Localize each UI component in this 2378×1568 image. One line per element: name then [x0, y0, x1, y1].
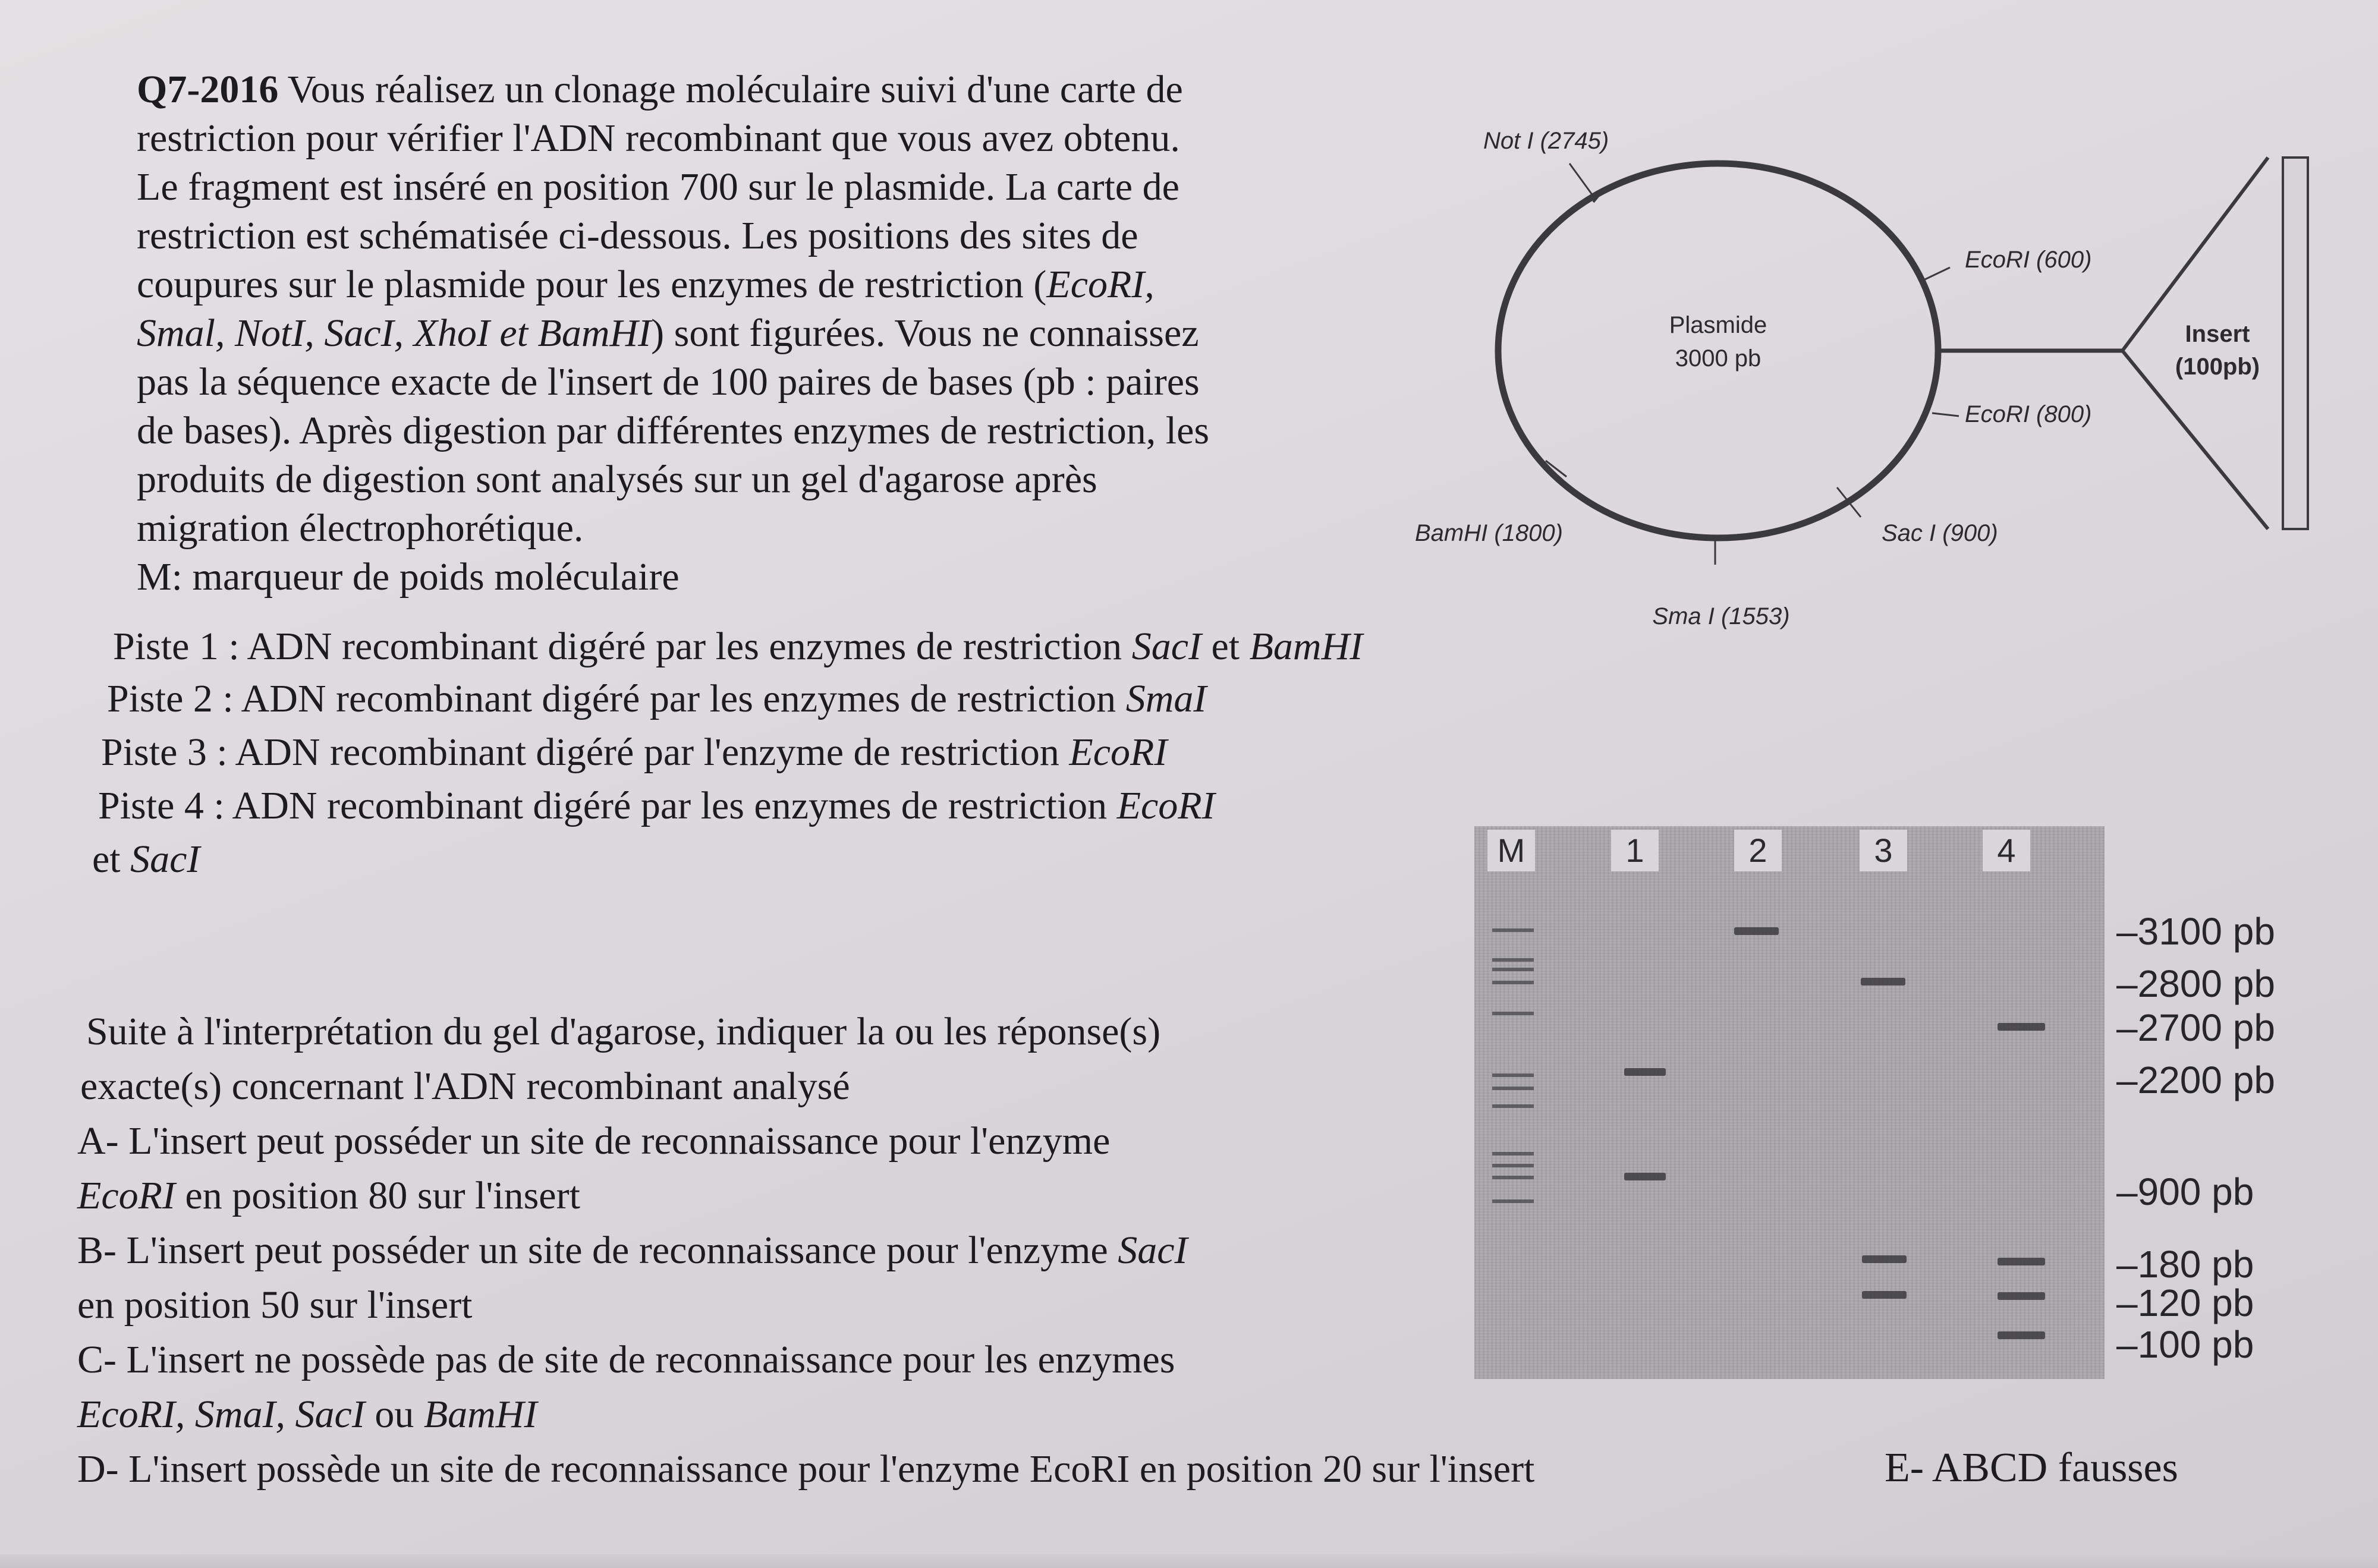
- question-line-2: exacte(s) concernant l'ADN recombinant analysé: [80, 1065, 850, 1108]
- plasmid-name: Plasmide: [1669, 312, 1767, 338]
- lane-4-band: [1998, 1292, 2045, 1300]
- marker-band: [1492, 981, 1534, 984]
- lane-3-band: [1861, 978, 1905, 985]
- piste-4-continued: et SacI: [92, 837, 200, 881]
- size-label-900: –900 pb: [2116, 1170, 2254, 1213]
- bamhi-label: BamHI (1800): [1415, 520, 1563, 546]
- lane-label-m: M: [1487, 830, 1535, 871]
- size-label-120: –120 pb: [2116, 1282, 2254, 1324]
- option-a: A- L'insert peut posséder un site de reconnaissance pour l'enzyme: [77, 1119, 1111, 1163]
- ecori800-label: EcoRI (800): [1965, 401, 2092, 427]
- smai-label: Sma I (1553): [1652, 603, 1790, 629]
- size-label-2200: –2200 pb: [2116, 1059, 2275, 1101]
- option-e: E- ABCD fausses: [1885, 1445, 2178, 1491]
- intro-paragraph: [137, 65, 1373, 602]
- marker-band: [1492, 968, 1534, 971]
- lane-2-band: [1734, 927, 1779, 935]
- intro-line-3: Le fragment est inséré en position 700 sur le plasmide. La carte de: [137, 165, 1179, 209]
- lane-3-band: [1862, 1291, 1907, 1299]
- option-c: C- L'insert ne possède pas de site de reconnaissance pour les enzymes: [77, 1338, 1175, 1381]
- insert-size-label: (100pb): [2175, 354, 2260, 380]
- marker-band: [1492, 1199, 1534, 1203]
- ecori800-tick: [1932, 413, 1959, 416]
- ecori600-tick: [1925, 267, 1950, 279]
- intro-line-1: Q7-2016 Vous réalisez un clonage moléculaire suivi d'une carte de: [137, 68, 1183, 111]
- size-label-2700: –2700 pb: [2116, 1006, 2275, 1049]
- size-label-3100: –3100 pb: [2116, 910, 2275, 953]
- saci-label: Sac I (900): [1882, 520, 1998, 546]
- size-label-100: –100 pb: [2116, 1323, 2254, 1366]
- intro-line-5: coupures sur le plasmide pour les enzymes de restriction (EcoRI,: [137, 263, 1155, 306]
- intro-line-2: restriction pour vérifier l'ADN recombinant que vous avez obtenu.: [137, 117, 1180, 160]
- size-label-2800: –2800 pb: [2116, 962, 2275, 1005]
- noti-leader: [1569, 163, 1593, 196]
- intro-line-8: de bases). Après digestion par différentes enzymes de restriction, les: [137, 409, 1210, 452]
- page-bottom-edge: [0, 1554, 2378, 1568]
- question-line-1: Suite à l'interprétation du gel d'agarose, indiquer la ou les réponse(s): [86, 1010, 1161, 1053]
- agarose-gel: [1474, 826, 2336, 1391]
- lane-1-band: [1624, 1173, 1666, 1180]
- insert-label: Insert: [2185, 321, 2250, 347]
- lane-1-band: [1624, 1068, 1666, 1076]
- marker-band: [1492, 1073, 1534, 1077]
- marker-band: [1492, 1104, 1534, 1108]
- intro-line-9: produits de digestion sont analysés sur un gel d'agarose après: [137, 458, 1097, 501]
- marker-band: [1492, 928, 1534, 932]
- piste-3: Piste 3 : ADN recombinant digéré par l'enzyme de restriction EcoRI: [101, 731, 1168, 774]
- ecori600-label: EcoRI (600): [1965, 247, 2092, 273]
- noti-label: Not I (2745): [1483, 128, 1609, 154]
- lane-label-3: 3: [1860, 830, 1907, 871]
- option-c-cont: EcoRI, SmaI, SacI ou BamHI: [77, 1393, 537, 1436]
- intro-line-10: migration électrophorétique.: [137, 506, 584, 550]
- lane-4-band: [1998, 1258, 2045, 1265]
- marker-band: [1492, 1012, 1534, 1015]
- option-a-cont: EcoRI en position 80 sur l'insert: [77, 1174, 580, 1217]
- question-id: Q7-2016: [137, 68, 279, 111]
- lane-label-4: 4: [1983, 830, 2030, 871]
- lane-4-band: [1998, 1331, 2045, 1339]
- question-block: [77, 1005, 1534, 1497]
- lane-4-band: [1998, 1023, 2045, 1031]
- piste-4: Piste 4 : ADN recombinant digéré par les enzymes de restriction EcoRI: [98, 784, 1215, 827]
- intro-line-7: pas la séquence exacte de l'insert de 100 paires de bases (pb : paires: [137, 360, 1200, 404]
- piste-2: Piste 2 : ADN recombinant digéré par les enzymes de restriction SmaI: [107, 677, 1207, 720]
- marker-band: [1492, 958, 1534, 962]
- option-b-cont: en position 50 sur l'insert: [77, 1283, 473, 1327]
- intro-line-4: restriction est schématisée ci-dessous. Les positions des sites de: [137, 214, 1138, 257]
- plasmid-size: 3000 pb: [1675, 345, 1762, 371]
- piste-1: Piste 1 : ADN recombinant digéré par les enzymes de restriction SacI et BamHI: [113, 625, 1363, 668]
- option-d: D- L'insert possède un site de reconnaissance pour l'enzyme EcoRI en position 20 sur l'insert: [77, 1447, 1535, 1491]
- insert-bar: [2283, 158, 2308, 529]
- option-b: B- L'insert peut posséder un site de reconnaissance pour l'enzyme SacI: [77, 1229, 1188, 1272]
- marker-band: [1492, 1087, 1534, 1090]
- marker-band: [1492, 1176, 1534, 1179]
- marker-band: [1492, 1164, 1534, 1167]
- lane-3-band: [1862, 1255, 1907, 1263]
- intro-line-6: Smal, NotI, SacI, XhoI et BamHI) sont figurées. Vous ne connaissez: [137, 311, 1199, 355]
- marker-band: [1492, 1152, 1534, 1155]
- lane-label-1: 1: [1611, 830, 1659, 871]
- lane-label-2: 2: [1734, 830, 1782, 871]
- plasmid-map-diagram: [1403, 113, 2330, 648]
- size-label-180: –180 pb: [2116, 1243, 2254, 1286]
- marker-line: M: marqueur de poids moléculaire: [137, 555, 680, 599]
